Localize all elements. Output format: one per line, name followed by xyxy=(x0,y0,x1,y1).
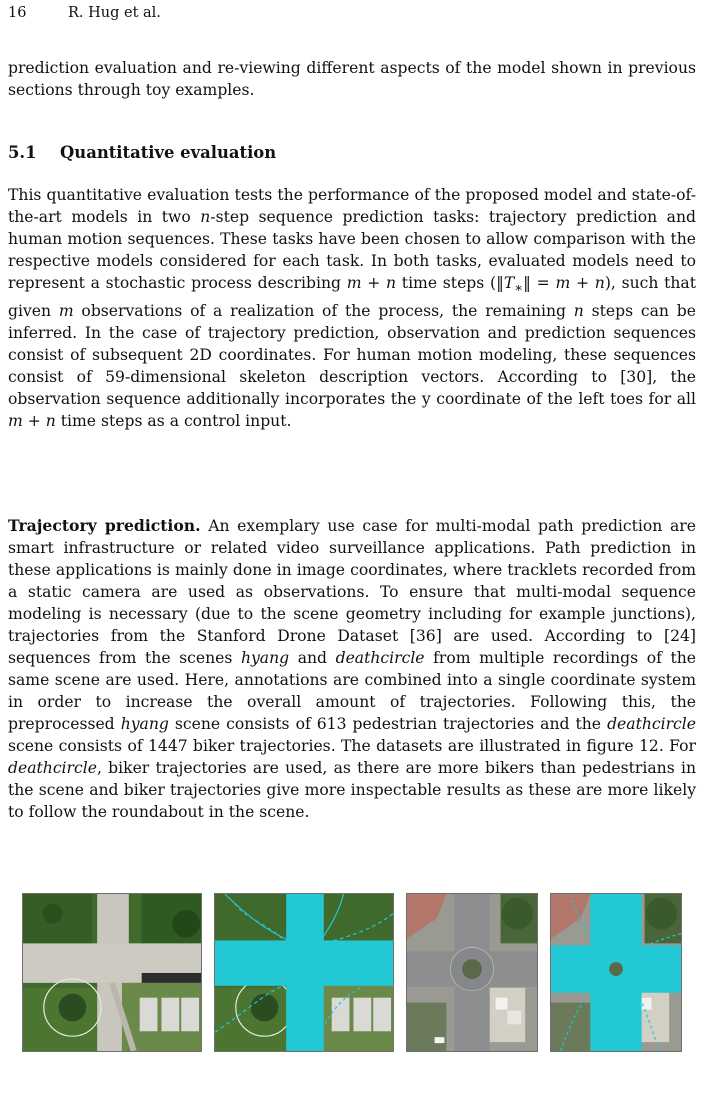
text-run: time steps ( xyxy=(396,274,497,292)
text-run: observations of a realization of the process, the remaining xyxy=(73,302,574,321)
scene-name-deathcircle: deathcircle xyxy=(607,715,697,733)
quantitative-evaluation-paragraph xyxy=(8,184,696,432)
run-in-heading: Trajectory prediction. xyxy=(8,516,201,535)
math-m: m xyxy=(58,302,74,321)
scene-name-hyang: hyang xyxy=(240,649,290,667)
section-heading xyxy=(8,142,696,164)
hyang-aerial-svg xyxy=(23,894,201,1051)
figure-12-image-row xyxy=(22,893,682,1053)
trajectory-text xyxy=(8,515,696,823)
deathcircle-aerial-svg xyxy=(407,894,537,1051)
text-run: from multiple recordings of the same scene are used. Here, annotations are combined into a single coordinate system in order to increase the overall amount of trajectories. Following this, the preprocessed xyxy=(8,649,696,733)
deathcircle-trajectory-overlay-svg xyxy=(551,894,681,1051)
trajectory-prediction-paragraph xyxy=(8,515,696,823)
math-n: n xyxy=(200,208,211,226)
text-run: -step sequence prediction tasks: trajectory prediction and human motion sequences. These tasks have been chosen to allow comparison with the respective models considered for each task. In both tasks, evaluated models need to represent a stochastic process describing xyxy=(8,208,696,292)
hyang-scene-image xyxy=(22,893,202,1052)
scene-name-deathcircle: deathcircle xyxy=(335,649,425,667)
math-m-plus-n: m + n xyxy=(8,412,56,431)
page-header xyxy=(8,2,698,24)
math-norm-t: ‖T xyxy=(496,274,515,292)
scene-name-deathcircle: deathcircle xyxy=(8,759,97,777)
text-run: and xyxy=(289,649,336,667)
text-run: scene consists of 1447 biker trajectories. The datasets are illustrated in figure 12. For xyxy=(8,737,696,755)
scene-name-hyang: hyang xyxy=(120,715,169,733)
quantitative-text xyxy=(8,184,696,432)
text-run: , biker trajectories are used, as there are more bikers than pedestrians in the scene and biker trajectories give more inspectable results as these are more likely to follow the roundabout in the scene. xyxy=(8,759,696,821)
text-run: steps can be inferred. In the case of trajectory prediction, observation and prediction sequences consist of subsequent 2D coordinates. For human motion modeling, these sequences consist of 59-dimensional skeleton description vectors. According to [30], the observation sequence additionally incorporates the y coordinate of the left toes for all xyxy=(8,302,696,409)
text-run: scene consists of 613 pedestrian trajectories and the xyxy=(168,715,608,733)
math-m-plus-n: m + n xyxy=(346,274,397,292)
deathcircle-trajectories-image xyxy=(550,893,682,1052)
hyang-trajectory-overlay-svg xyxy=(215,894,393,1051)
section-title: Quantitative evaluation xyxy=(60,143,277,162)
hyang-trajectories-image xyxy=(214,893,394,1052)
math-subscript-star: ∗ xyxy=(514,281,524,297)
intro-text: prediction evaluation and re-viewing different aspects of the model shown in previous sections through toy examples. xyxy=(8,59,696,99)
math-equals-m-plus-n: ‖ = m + n xyxy=(523,274,605,292)
text-run: ), such that given xyxy=(8,274,696,321)
deathcircle-scene-image xyxy=(406,893,538,1052)
text-run: An exemplary use case for multi-modal path prediction are smart infrastructure or related video surveillance applications. Path prediction in these applications is mainly done in image coordinates, where tracklets recorded from a static camera are used as observations. To ensure that multi-modal sequence modeling is necessary (due to the scene geometry including for example junctions), trajectories from the Stanford Drone Dataset [36] are used. According to [24] sequences from the scenes xyxy=(8,517,696,667)
running-head: R. Hug et al. xyxy=(68,5,161,21)
section-number: 5.1 xyxy=(8,143,37,162)
text-run: time steps as a control input. xyxy=(55,412,292,431)
intro-continuation-paragraph xyxy=(8,57,696,101)
text-run: This quantitative evaluation tests the performance of the proposed model and state-of-the-art models in two xyxy=(8,186,696,226)
page-number: 16 xyxy=(8,5,27,21)
math-n: n xyxy=(573,302,584,321)
